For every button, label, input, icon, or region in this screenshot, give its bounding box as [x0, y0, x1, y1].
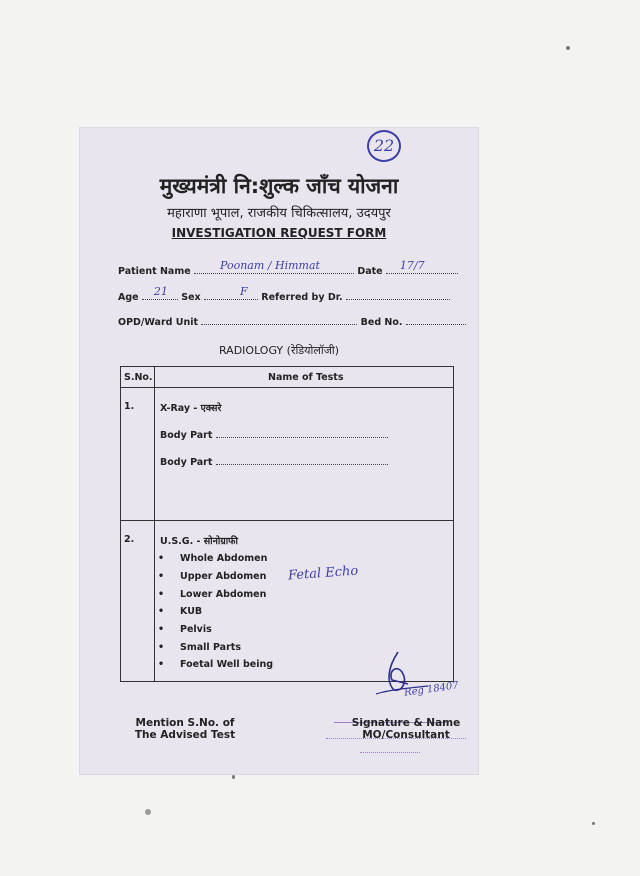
form-title: INVESTIGATION REQUEST FORM [171, 226, 387, 240]
table-header-divider [121, 387, 453, 388]
patient-name-row [118, 259, 458, 277]
body-part-label: Body Part [160, 457, 213, 468]
date-value: 17/7 [399, 259, 425, 272]
usg-item-pelvis: • Pelvis [160, 624, 212, 635]
usg-item-whole-abdomen: • Whole Abdomen [160, 553, 267, 564]
body-part-label: Body Part [160, 430, 213, 441]
scan-speck [145, 809, 151, 815]
opd-label: OPD/Ward Unit [118, 317, 199, 328]
sex-value: F [239, 285, 248, 298]
sex-field[interactable] [204, 285, 258, 300]
body-part-field[interactable] [216, 455, 388, 465]
age-sex-row [118, 285, 450, 303]
opd-row [118, 315, 466, 328]
signature-registration: Reg 18407 [403, 680, 460, 699]
row2-test-name: U.S.G. - सोनोग्राफी [160, 536, 238, 547]
scan-speck [592, 822, 595, 825]
header-sno: S.No. [124, 372, 153, 383]
scheme-title: मुख्यमंत्री नि:शुल्क जाँच योजना [159, 174, 399, 198]
row2-sno: 2. [124, 534, 135, 545]
date-field[interactable] [386, 259, 458, 274]
scan-speck [566, 46, 570, 50]
patient-name-value: Poonam / Himmat [220, 259, 320, 272]
opd-field[interactable] [201, 315, 357, 325]
table-column-divider [154, 367, 155, 681]
body-part-row-2 [160, 455, 388, 468]
referred-by-field[interactable] [346, 290, 450, 300]
referred-by-label: Referred by Dr. [261, 292, 343, 303]
radiology-section-title: RADIOLOGY (रेडियोलॉजी) [218, 344, 340, 357]
usg-item-foetal-well-being: • Foetal Well being [160, 659, 273, 670]
patient-name-field[interactable] [194, 259, 354, 274]
body-part-row-1 [160, 428, 388, 441]
date-label: Date [357, 266, 383, 277]
handwritten-page-number: 22 [367, 130, 401, 162]
signature-line-2: MO/Consultant [362, 729, 450, 741]
usg-item-small-parts: • Small Parts [160, 642, 241, 653]
row1-test-name: X-Ray - एक्सरे [160, 403, 222, 414]
scan-speck [232, 775, 235, 779]
bed-field[interactable] [406, 315, 466, 325]
row1-sno: 1. [124, 401, 135, 412]
usg-item-lower-abdomen: • Lower Abdomen [160, 589, 266, 600]
hospital-name: महाराणा भूपाल, राजकीय चिकित्सालय, उदयपुर [167, 206, 391, 221]
body-part-field[interactable] [216, 428, 388, 438]
usg-item-kub: • KUB [160, 606, 202, 617]
signature-label [336, 717, 476, 741]
patient-name-label: Patient Name [118, 266, 191, 277]
bed-label: Bed No. [360, 317, 403, 328]
header-test-name: Name of Tests [268, 372, 344, 383]
handwritten-fetal-echo-note: Fetal Echo [287, 563, 359, 584]
table-row-divider [121, 520, 453, 521]
age-value: 21 [153, 285, 168, 298]
usg-item-upper-abdomen: • Upper Abdomen [160, 571, 266, 582]
age-field[interactable] [142, 285, 178, 300]
mention-line-1: Mention S.No. of [135, 717, 235, 729]
mention-sno-note [128, 717, 242, 741]
age-label: Age [118, 292, 139, 303]
signature-line-1: Signature & Name [351, 717, 461, 729]
mention-line-2: The Advised Test [134, 729, 236, 741]
sex-label: Sex [181, 292, 201, 303]
